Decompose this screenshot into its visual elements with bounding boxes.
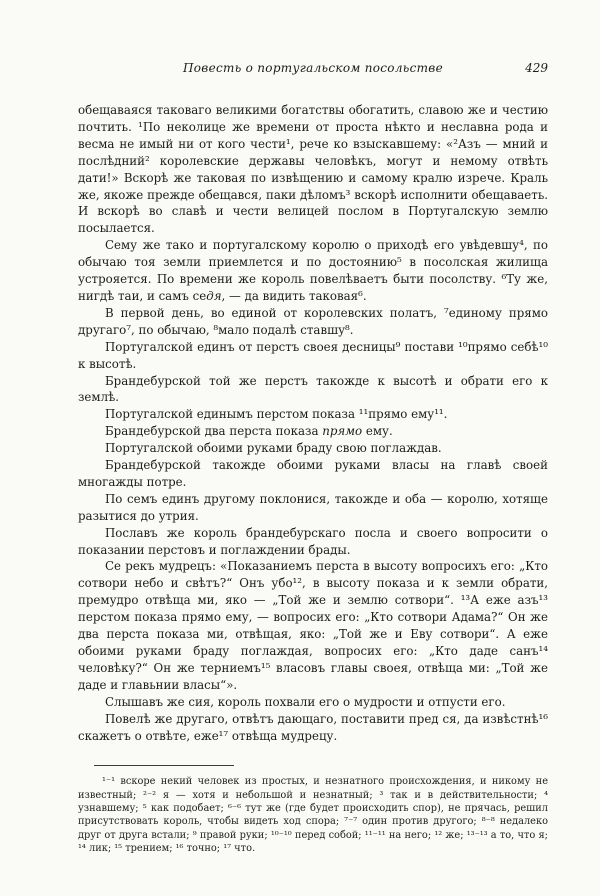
page-number: 429 [525, 61, 548, 75]
body-paragraph: Португалской обоими руками браду свою поглаждав. [105, 441, 442, 456]
body-paragraph: Сему же тако и португалскому королю о приходѣ его увѣдевшу⁴, по обычаю тоя земли приемлется и по достоянию⁵ в посолская жилища устрояется. По времени же король повелѣваетъ быти посолству. ⁶Ту же, нигдѣ таи, и самъ седя, — да видить таковая⁶. [78, 238, 548, 303]
body-paragraph: Пославъ же король брандебурскаго посла и своего вопросити о показании перстовъ и поглаждении брады. [78, 525, 548, 557]
body-paragraph: В первой день, во единой от королевских полатъ, ⁷единому прямо другаго⁷, по обычаю, ⁸мало подалѣ ставшу⁸. [78, 305, 548, 337]
body-text [78, 102, 548, 744]
body-paragraph: Брандебурской два перста показа прямо ему. [105, 424, 393, 439]
running-title: Повесть о португальском посольстве [183, 61, 443, 75]
footnote-separator-rule [94, 765, 234, 766]
running-head [78, 60, 548, 76]
footnotes-text: ¹⁻¹ вскоре некий человек из простых, и незнатного происхождения, и никому не известный; ²⁻² я — хотя и небольшой и незнатный; ³ так и в действительности; ⁴ узнавшему; ⁵ как подобает; ⁶⁻⁶ тут же (где будет происходить спор), не прячась, решил присутствовать король, чтобы видеть ход спора; ⁷⁻⁷ один против другого; ⁸⁻⁸ недалеко друг от друга встали; ⁹ правой руки; ¹⁰⁻¹⁰ перед собой; ¹¹⁻¹¹ на него; ¹² же; ¹³⁻¹³ а то, что я; ¹⁴ лик; ¹⁵ трением; ¹⁶ точно; ¹⁷ что. [78, 776, 548, 854]
body-paragraph: Се рекъ мудрецъ: «Показаниемъ перста в высоту вопросихъ его: „Кто сотвори небо и свѣтъ?“ Онъ убо¹², в высоту показа и к земли обрати, премудро отвѣща ми, яко — „Той же и землю сотвори“. ¹³А еже азъ¹³ перстом показа прямо ему, — вопросих его: „Кто сотвори Адама?“ Он же два перста показа ми, отвѣщая, яко: „Той же и Еву сотвори“. А еже обоими руками браду поглаждая, вопросих его: „Кто даде санъ¹⁴ человѣку?“ Он же терниемъ¹⁵ власовъ главы своея, отвѣща ми: „Той же даде и главьнии власы“». [78, 559, 548, 692]
body-paragraph: Слышавъ же сия, король похвали его о мудрости и отпусти его. [105, 694, 506, 709]
body-paragraph: Брандебурской такожде обоими руками власы на главѣ своей многажды потре. [78, 458, 548, 489]
body-paragraph: Брандебурской той же перстъ такожде к высотѣ и обрати его к землѣ. [78, 373, 548, 405]
body-paragraph: Повелѣ же другаго, отвѣтъ дающаго, поставити пред ся, да извѣстнѣ¹⁶ скажетъ о отвѣте, еже¹⁷ отвѣща мудрецу. [78, 711, 548, 743]
body-paragraph: обещаваяся таковаго великими богатствы обогатить, славою же и честию почтить. ¹По неколице же времени от проста нѣкто и неславна рода и весма не имый ни от кого чести¹, рече ко взыскавшему: «²Азъ — мний и послѣдний² королевские державы человѣкъ, могут и немому отвѣть дати!» Вскорѣ же таковая по извѣщению и самому кралю изрече. Краль же, якоже прежде обещався, паки дѣломъ³ вскорѣ исполнити обещаваеть. И вскорѣ во славѣ и чести велицей послом в Португалскую землю посылается. [78, 103, 548, 236]
body-paragraph: Португалской единъ от перстъ своея десницы⁹ постави ¹⁰прямо себѣ¹⁰ к высотѣ. [78, 339, 548, 371]
body-paragraph: Португалской единымъ перстом показа ¹¹прямо ему¹¹. [105, 407, 448, 422]
body-paragraph: По семъ единъ другому поклонися, такожде и оба — королю, хотяще разытися до утрия. [78, 491, 548, 523]
